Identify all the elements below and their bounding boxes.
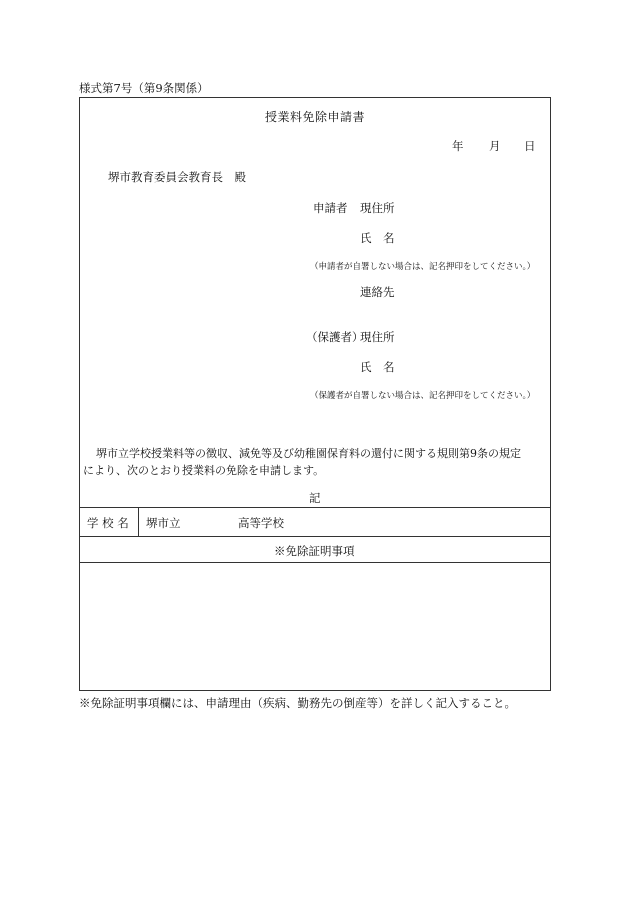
applicant-contact-label: 連絡先 [360,285,395,299]
guardian-name-label: 氏 名 [360,360,395,374]
guardian-note: （保護者が自署しない場合は、記名押印をしてください。） [310,391,536,401]
certification-area-top-border [79,562,551,563]
certification-header: ※免除証明事項 [274,544,355,558]
guardian-prefix: （保護者） [306,330,364,344]
school-name-suffix: 高等学校 [238,516,284,530]
school-row-divider [138,507,139,536]
date-day-label: 日 [524,139,536,153]
form-title: 授業料免除申請書 [265,110,366,124]
applicant-prefix: 申請者 [313,201,348,215]
school-name-label: 学 校 名 [87,516,129,530]
form-number: 様式第7号（第9条関係） [79,81,209,95]
applicant-note: （申請者が自署しない場合は、記名押印をしてください。） [310,262,536,272]
application-body-line-2: により、次のとおり授業料の免除を申請します。 [83,464,325,477]
application-body-line-1: 堺市立学校授業料等の徴収、減免等及び幼稚園保育料の還付に関する規則第9条の規定 [96,447,521,460]
applicant-address-label: 現住所 [360,201,395,215]
footnote: ※免除証明事項欄には、申請理由（疾病、勤務先の倒産等）を詳しく記入すること。 [79,696,516,710]
ki-marker: 記 [309,491,321,505]
guardian-address-label: 現住所 [360,330,395,344]
applicant-name-label: 氏 名 [360,231,395,245]
addressee: 堺市教育委員会教育長 殿 [108,170,246,184]
certification-header-top-border [79,536,551,537]
school-row-top-border [79,507,551,508]
date-month-label: 月 [489,139,501,153]
date-year-label: 年 [452,139,464,153]
school-name-prefix: 堺市立 [146,516,181,530]
